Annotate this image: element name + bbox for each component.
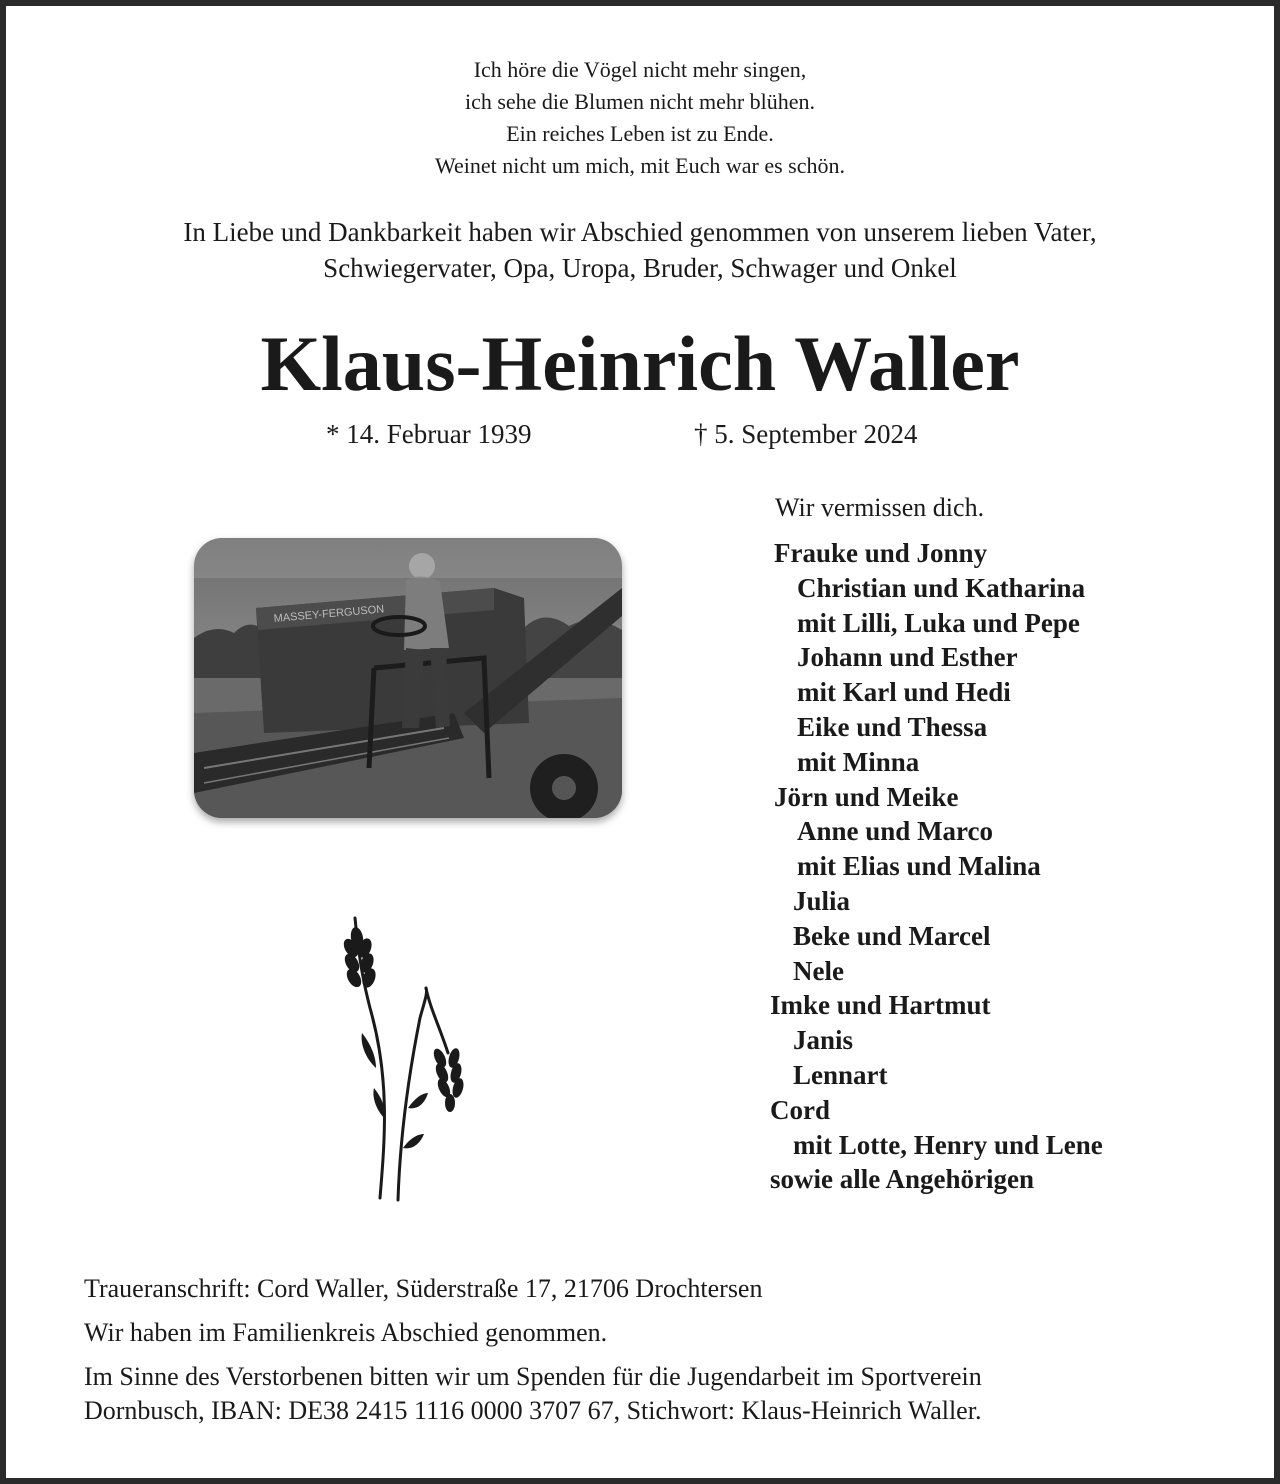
family-line: Imke und Hartmut <box>770 990 991 1021</box>
family-line: mit Minna <box>797 746 920 777</box>
family-line: Johann und Esther <box>797 642 1018 673</box>
family-line: Nele <box>793 955 844 986</box>
family-line: mit Elias und Malina <box>797 851 1041 882</box>
portrait-photo <box>194 538 622 818</box>
family-line: mit Lilli, Luka und Pepe <box>797 607 1080 638</box>
family-line: Julia <box>793 885 851 916</box>
donation-line: Im Sinne des Verstorbenen bitten wir um Spenden für die Jugendarbeit im Sportverein <box>84 1362 982 1391</box>
family-line: Jörn und Meike <box>774 781 959 812</box>
harvester-photo-icon <box>194 538 622 818</box>
family-line: sowie alle Angehörigen <box>770 1164 1034 1195</box>
poem-line: Weinet nicht um mich, mit Euch war es schön. <box>434 153 846 178</box>
poem <box>0 54 1280 182</box>
family-line: Lennart <box>793 1059 888 1090</box>
family-line: Frauke und Jonny <box>774 538 988 568</box>
intro-text <box>0 214 1280 286</box>
footer-info <box>84 1272 1204 1428</box>
family-list <box>770 536 1103 1197</box>
poem-line: Ich höre die Vögel nicht mehr singen, <box>473 57 807 82</box>
wheat-ears-icon <box>330 908 480 1213</box>
family-line: Cord <box>770 1094 830 1125</box>
poem-line: ich sehe die Blumen nicht mehr blühen. <box>464 89 816 114</box>
family-line: Eike und Thessa <box>797 711 988 742</box>
family-line: Beke und Marcel <box>793 920 991 951</box>
mourning-address: Traueranschrift: Cord Waller, Süderstraße 17, 21706 Drochtersen <box>84 1274 763 1303</box>
poem-line: Ein reiches Leben ist zu Ende. <box>506 121 774 146</box>
family-line: Anne und Marco <box>797 816 994 847</box>
deceased-name: Klaus-Heinrich Waller <box>260 320 1020 407</box>
birth-date: * 14. Februar 1939 <box>326 419 532 449</box>
death-date: † 5. September 2024 <box>694 419 918 449</box>
intro-line: In Liebe und Dankbarkeit haben wir Abschied genommen von unserem lieben Vater, <box>183 217 1097 247</box>
family-line: mit Karl und Hedi <box>797 677 1011 708</box>
family-line: Christian und Katharina <box>797 572 1086 603</box>
intro-line: Schwiegervater, Opa, Uropa, Bruder, Schwager und Onkel <box>323 253 957 283</box>
photo-brand-text: MASSEY-FERGUSON <box>273 603 385 625</box>
miss-text: Wir vermissen dich. <box>775 493 985 522</box>
family-line: Janis <box>793 1025 854 1056</box>
donation-line: Dornbusch, IBAN: DE38 2415 1116 0000 3707 67, Stichwort: Klaus-Heinrich Waller. <box>84 1396 982 1425</box>
family-line: mit Lotte, Henry und Lene <box>793 1129 1103 1160</box>
family-circle-note: Wir haben im Familienkreis Abschied genommen. <box>84 1318 608 1347</box>
